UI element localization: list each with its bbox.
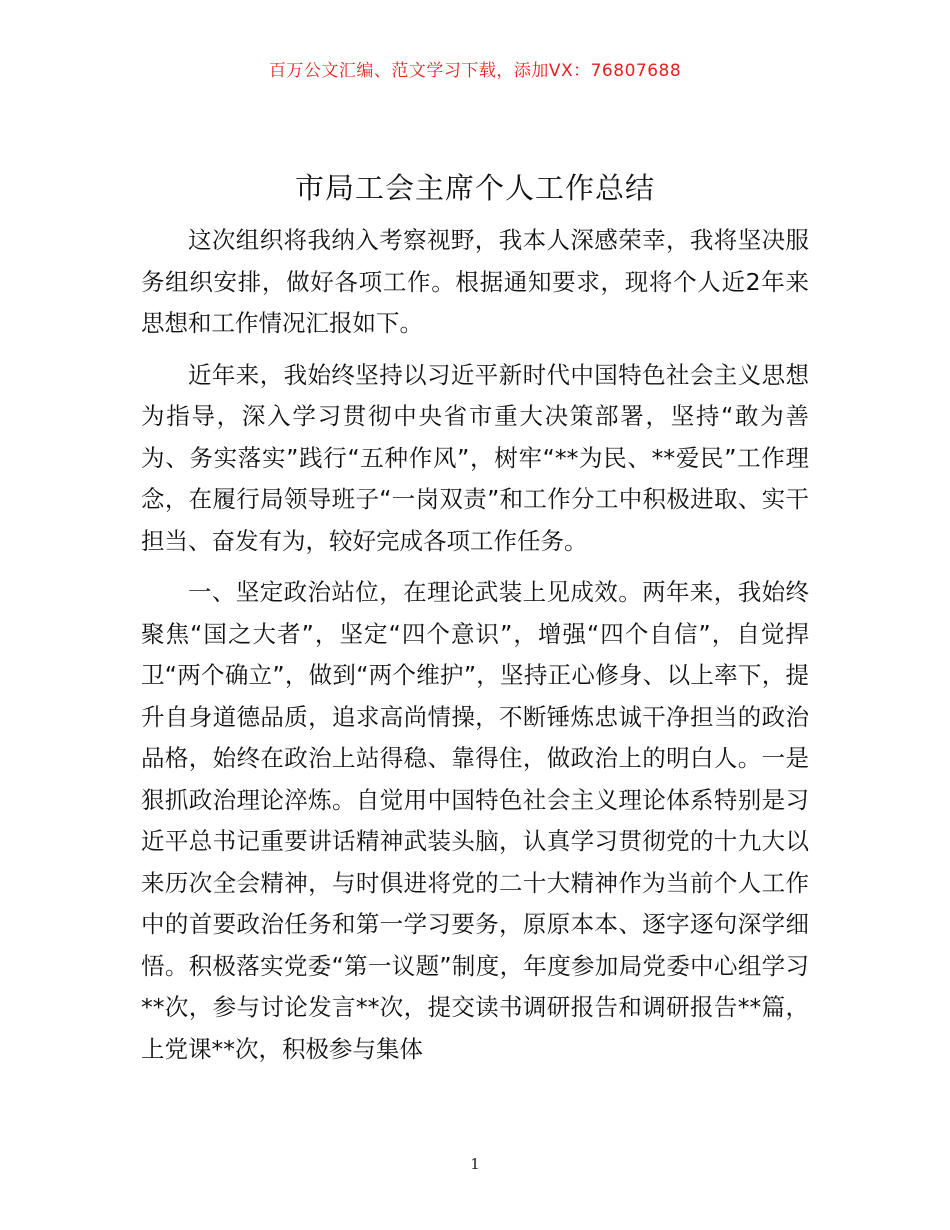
paragraph-intro: 这次组织将我纳入考察视野，我本人深感荣幸，我将坚决服务组织安排，做好各项工作。根据通知要求，现将个人近2年来思想和工作情况汇报如下。	[141, 226, 809, 337]
watermark-header: 百万公文汇编、范文学习下载，添加VX：76807688	[268, 61, 682, 81]
paragraph-section-one: 一、坚定政治站位，在理论武装上见成效。两年来，我始终聚焦“国之大者”，坚定“四个意识”，增强“四个自信”，自觉捍卫“两个确立”，做到“两个维护”，坚持正心修身、以上率下，提升自身道德品质，追求高尚情操，不断锤炼忠诚干净担当的政治品格，始终在政治上站得稳、靠得住，做政治上的明白人。一是狠抓政治理论淬炼。自觉用中国特色社会主义理论体系特别是习近平总书记重要讲话精神武装头脑，认真学习贯彻党的十九大以来历次全会精神，与时俱进将党的二十大精神作为当前个人工作中的首要政治任务和第一学习要务，原原本本、逐字逐句深学细悟。积极落实党委“第一议题”制度，年度参加局党委中心组学习**次，参与讨论发言**次，提交读书调研报告和调研报告**篇，上党课**次，积极参与集体	[141, 578, 809, 1063]
document-title: 市局工会主席个人工作总结	[294, 171, 655, 205]
page-number: 1	[470, 1155, 480, 1173]
document-body	[141, 220, 809, 1070]
paragraph-overview: 近年来，我始终坚持以习近平新时代中国特色社会主义思想为指导，深入学习贯彻中央省市重大决策部署，坚持“敢为善为、务实落实”践行“五种作风”，树牢“**为民、**爱民”工作理念，在履行局领导班子“一岗双责”和工作分工中积极进取、实干担当、奋发有为，较好完成各项工作任务。	[141, 360, 809, 555]
